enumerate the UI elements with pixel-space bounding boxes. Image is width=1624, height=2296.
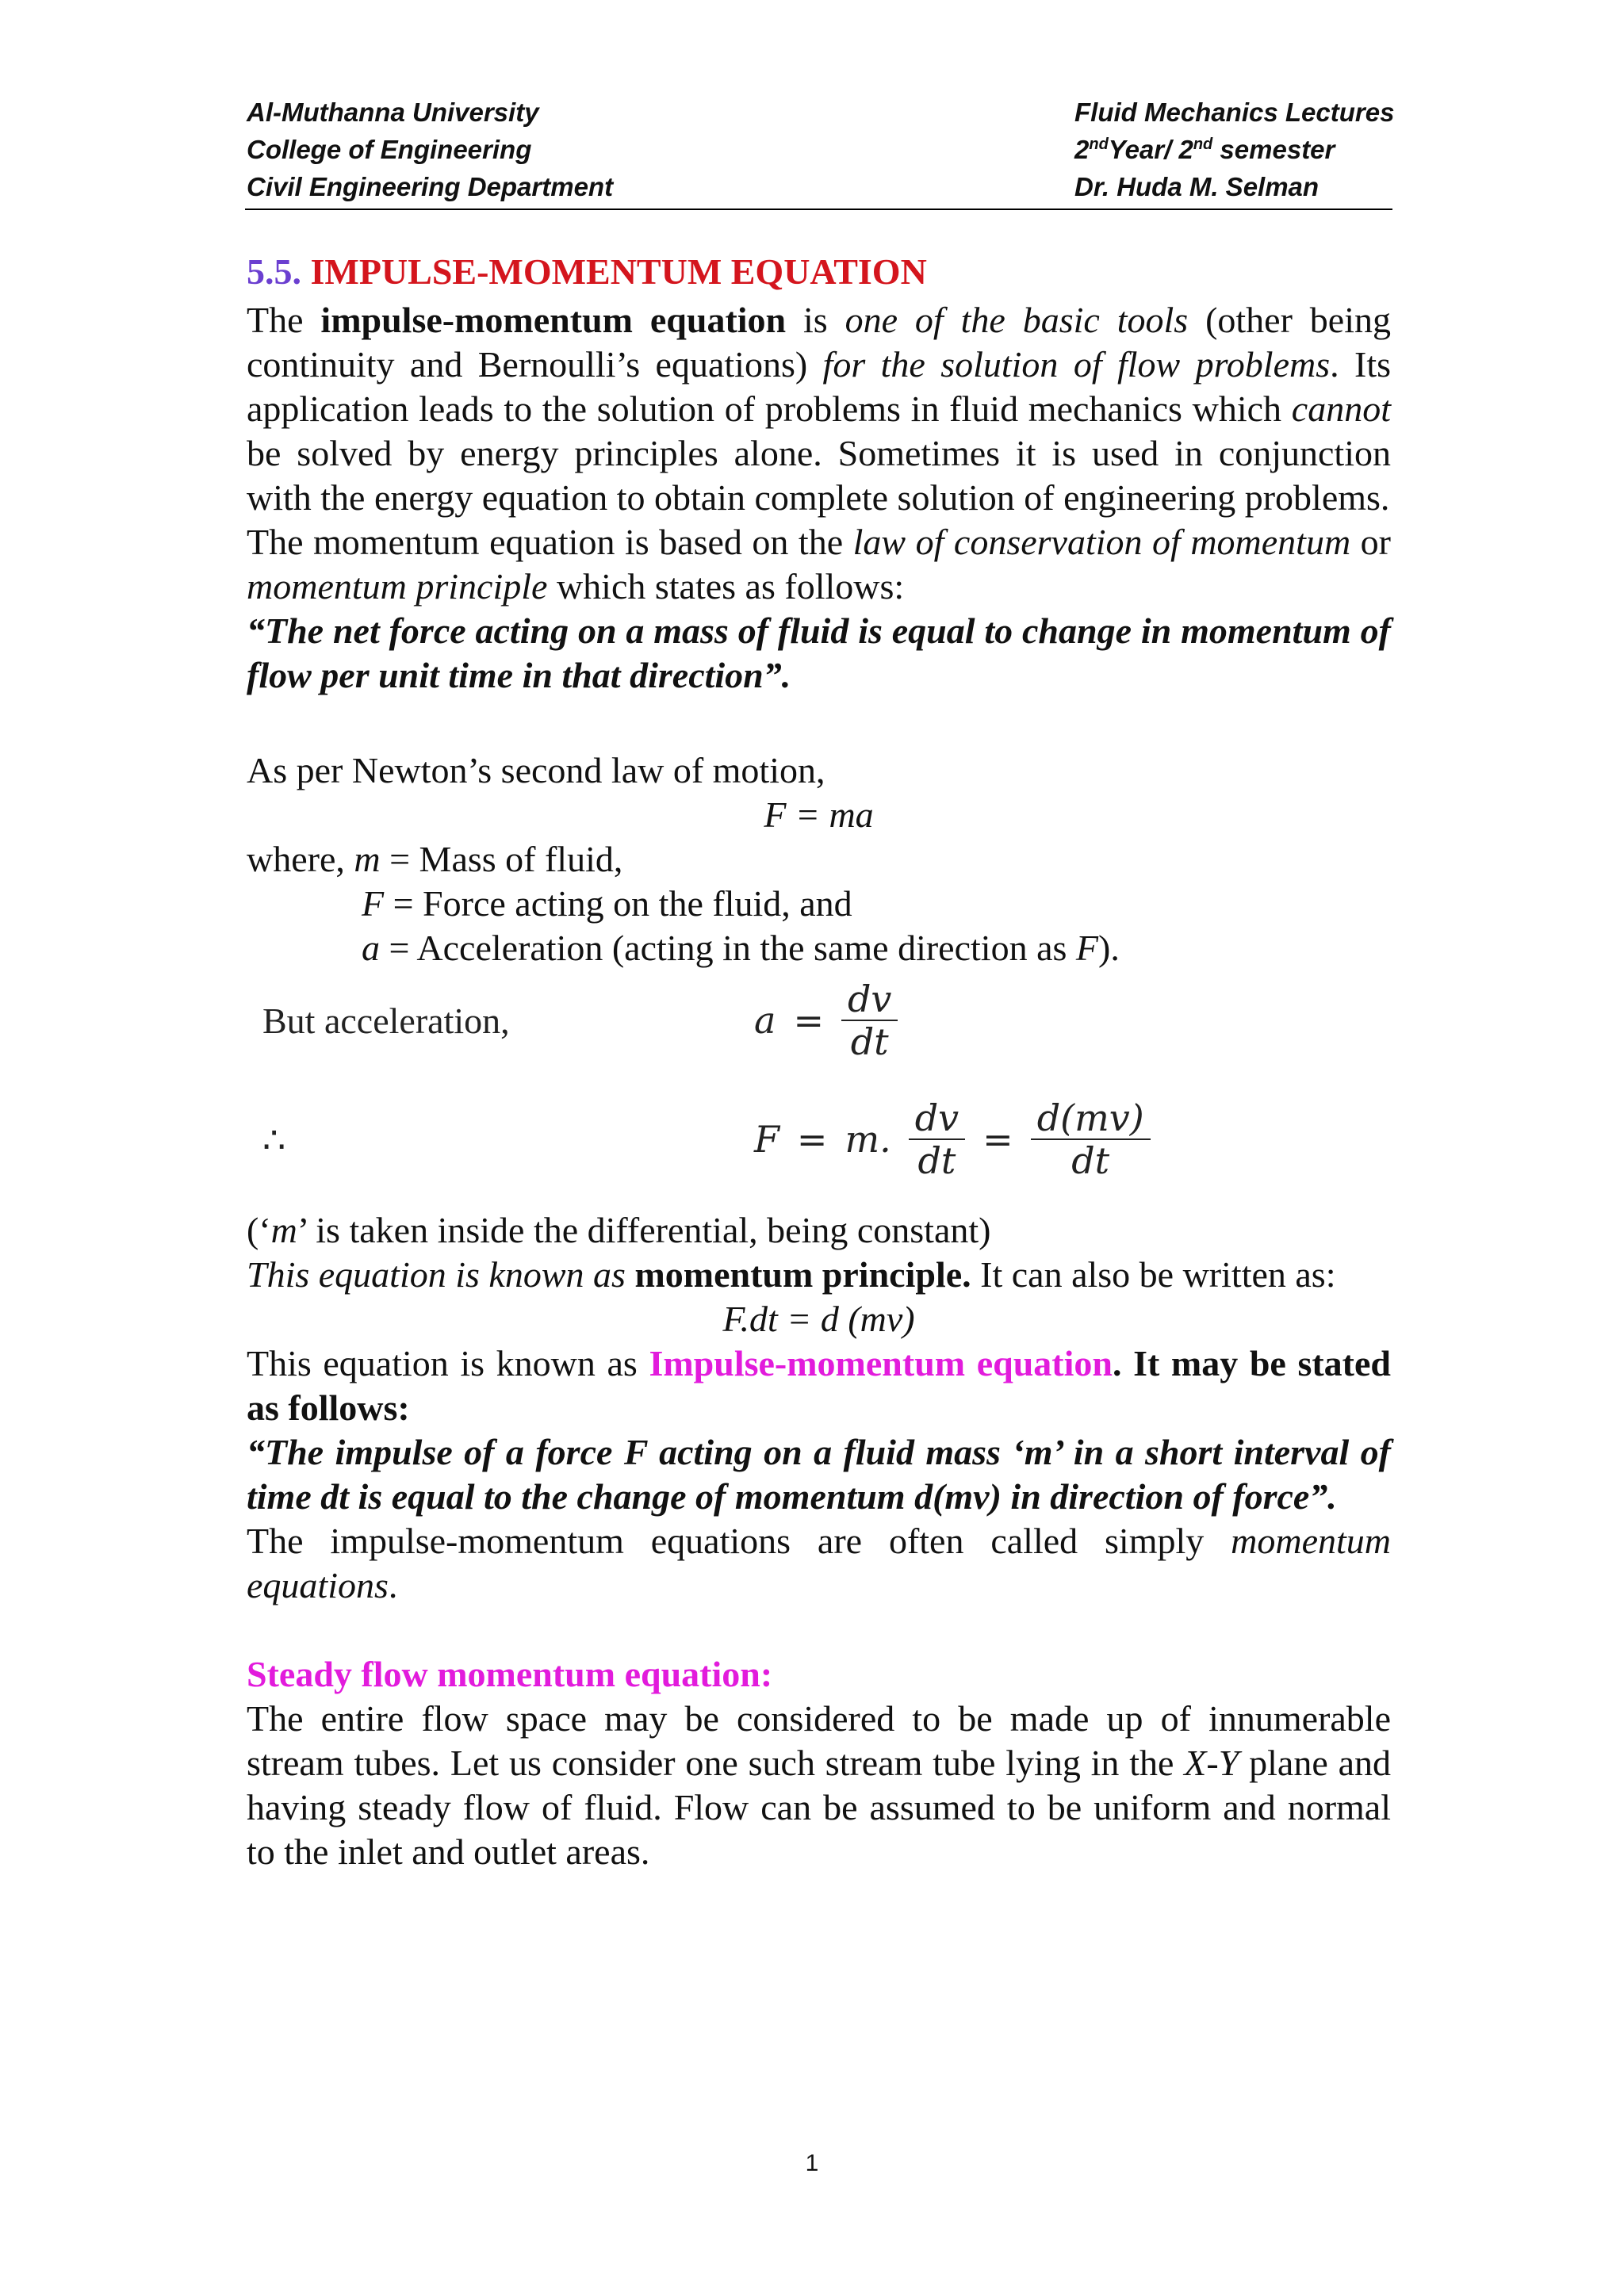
spacer [247, 698, 1391, 748]
main-content [247, 246, 1391, 1874]
section-title [247, 246, 1391, 298]
where-line-acceleration: a = Acceleration (acting in the same direction as F). [362, 928, 1120, 968]
university-name: Al-Muthanna University [247, 98, 539, 127]
paragraph-momentum-equations: The impulse-momentum equations are often called simply momentum equations. [247, 1521, 1391, 1605]
quote-net-force: “The net force acting on a mass of fluid is equal to change in momentum of flow per unit time in that direction”. [247, 610, 1391, 695]
fraction-dv-dt: $\frac{dv}{dt}$ [841, 978, 898, 1062]
section-number: 5.5. [247, 251, 301, 292]
paragraph-impulse-momentum: This equation is known as Impulse-momentum equation. It may be stated as follows: [247, 1343, 1391, 1428]
paragraph-momentum-principle: This equation is known as momentum principle. It can also be written as: [247, 1254, 1336, 1295]
fraction-dv-dt-2: $\frac{dv}{dt}$ [909, 1097, 965, 1181]
paragraph-m-inside: (‘m’ is taken inside the differential, being constant) [247, 1210, 991, 1250]
equation-f-dt: F.dt = d (mv) [722, 1299, 915, 1339]
department-name: Civil Engineering Department [247, 172, 614, 201]
section-title-text: IMPULSE-MOMENTUM EQUATION [301, 251, 927, 292]
year-semester: 2ndYear/ 2nd semester [1074, 135, 1335, 164]
fraction-dmv-dt: $\frac{d(mv)}{dt}$ [1031, 1097, 1151, 1181]
paragraph-intro: The impulse-momentum equation is one of the basic tools (other being continuity and Bernoulli’s equations) for the solution of flow problems. Its application leads to the solution of problems in fluid mechanics which cannot be solved by energy principles alone. Sometimes it is used in conjunction with the energy equation to obtain complete solution of engineering problems. [247, 300, 1392, 518]
course-title: Fluid Mechanics Lectures [1074, 98, 1395, 127]
paragraph-stream-tubes: The entire flow space may be considered to be made up of innumerable stream tubes. Let us consider one such stream tube lying in the X-Y plane and having steady flow of fluid. Flow can be assumed to be uniform and normal to the inlet and outlet areas. [247, 1698, 1391, 1872]
page-number: 1 [805, 2150, 819, 2176]
equation-acceleration: a = $\frac{dv}{dt}$ [754, 978, 898, 1062]
equation-f-ma: F = ma [764, 794, 874, 835]
header-divider [245, 209, 1392, 210]
but-acceleration-label: But acceleration, [262, 1001, 510, 1041]
college-name: College of Engineering [247, 135, 532, 164]
header-right [1074, 94, 1394, 205]
spacer [247, 1608, 1391, 1652]
lecturer-name: Dr. Huda M. Selman [1074, 172, 1320, 201]
newton-law-text: As per Newton’s second law of motion, [247, 750, 825, 790]
therefore-symbol: ∴ [262, 1119, 286, 1161]
where-line-mass: where, m = Mass of fluid, [247, 839, 623, 879]
where-line-force: F = Force acting on the fluid, and [362, 883, 852, 924]
quote-impulse: “The impulse of a force F acting on a fluid mass ‘m’ in a short interval of time dt is equal to the change of momentum d(mv) in direction of force”. [247, 1432, 1391, 1517]
subheading-steady-flow: Steady flow momentum equation: [247, 1654, 773, 1694]
header-left [247, 94, 613, 205]
equation-force-derivative: F = m. $\frac{dv}{dt}$ = $\frac{d(mv)}{dt}$ [754, 1097, 1151, 1181]
paragraph-momentum-law: The momentum equation is based on the law of conservation of momentum or momentum principle which states as follows: [247, 522, 1391, 607]
equation-image-block [247, 970, 1391, 1208]
